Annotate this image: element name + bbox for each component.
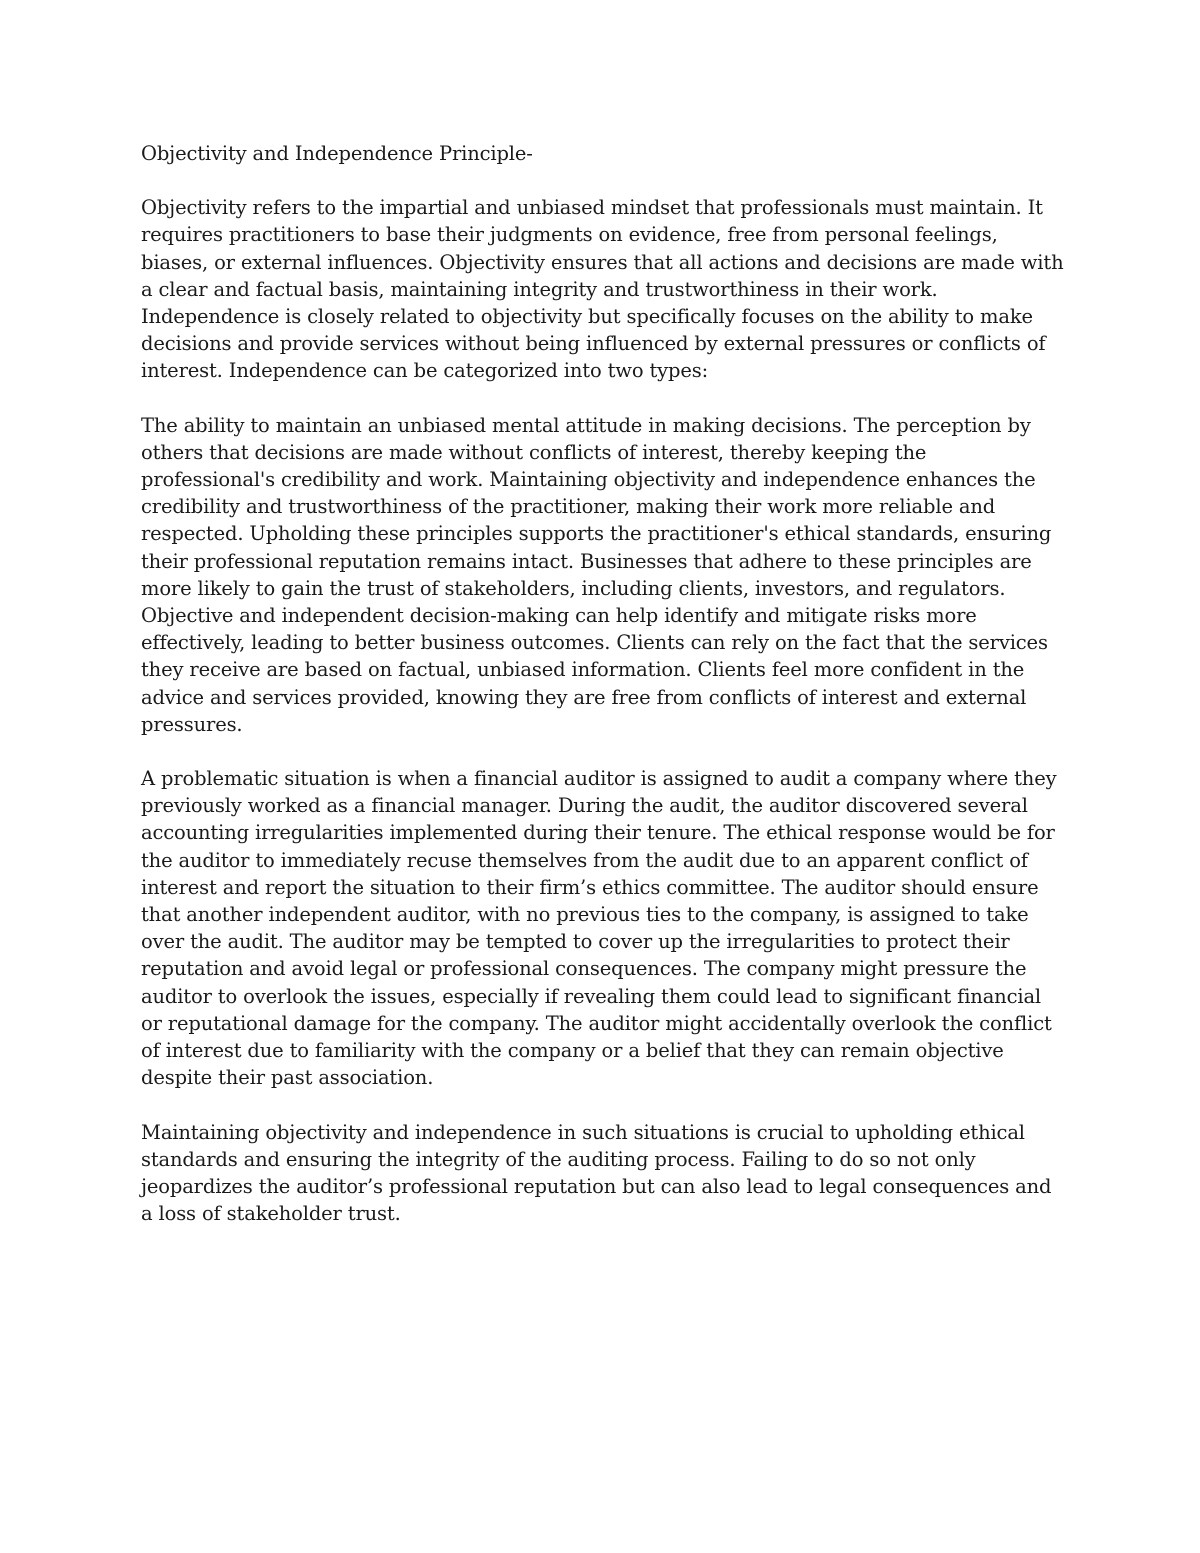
paragraph-benefits: The ability to maintain an unbiased mental attitude in making decisions. The perception by others that decisions are made without conflicts of interest, thereby keeping the professional's credibility and work. Maintaining objectivity and independence enhances the credibility and trustworthiness of the practitioner, making their work more reliable and respected. Upholding these principles supports the practitioner's ethical standards, ensuring their professional reputation remains intact. Businesses that adhere to these principles are more likely to gain the trust of stakeholders, including clients, investors, and regulators. Objective and independent decision-making can help identify and mitigate risks more effectively, leading to better business outcomes. Clients can rely on the fact that the services they receive are based on factual, unbiased information. Clients feel more confident in the advice and services provided, knowing they are free from conflicts of interest and external pressures. xyxy=(141,413,1052,736)
document-body xyxy=(141,140,1066,1254)
paragraph-conclusion: Maintaining objectivity and independence in such situations is crucial to upholding ethical standards and ensuring the integrity of the auditing process. Failing to do so not only jeopardizes the auditor’s professional reputation but can also lead to legal consequences and a loss of stakeholder trust. xyxy=(141,1120,1052,1226)
document-heading: Objectivity and Independence Principle- xyxy=(141,142,533,165)
paragraph-problem-situation: A problematic situation is when a financial auditor is assigned to audit a company where they previously worked as a financial manager. During the audit, the auditor discovered several accounting irregularities implemented during their tenure. The ethical response would be for the auditor to immediately recuse themselves from the audit due to an apparent conflict of interest and report the situation to their firm’s ethics committee. The auditor should ensure that another independent auditor, with no previous ties to the company, is assigned to take over the audit. The auditor may be tempted to cover up the irregularities to protect their reputation and avoid legal or professional consequences. The company might pressure the auditor to overlook the issues, especially if revealing them could lead to significant financial or reputational damage for the company. The auditor might accidentally overlook the conflict of interest due to familiarity with the company or a belief that they can remain objective despite their past association. xyxy=(141,767,1057,1090)
paragraph-definitions: Objectivity refers to the impartial and unbiased mindset that professionals must maintain. It requires practitioners to base their judgments on evidence, free from personal feelings, biases, or external influences. Objectivity ensures that all actions and decisions are made with a clear and factual basis, maintaining integrity and trustworthiness in their work. Independence is closely related to objectivity but specifically focuses on the ability to make decisions and provide services without being influenced by external pressures or conflicts of interest. Independence can be categorized into two types: xyxy=(141,196,1064,383)
